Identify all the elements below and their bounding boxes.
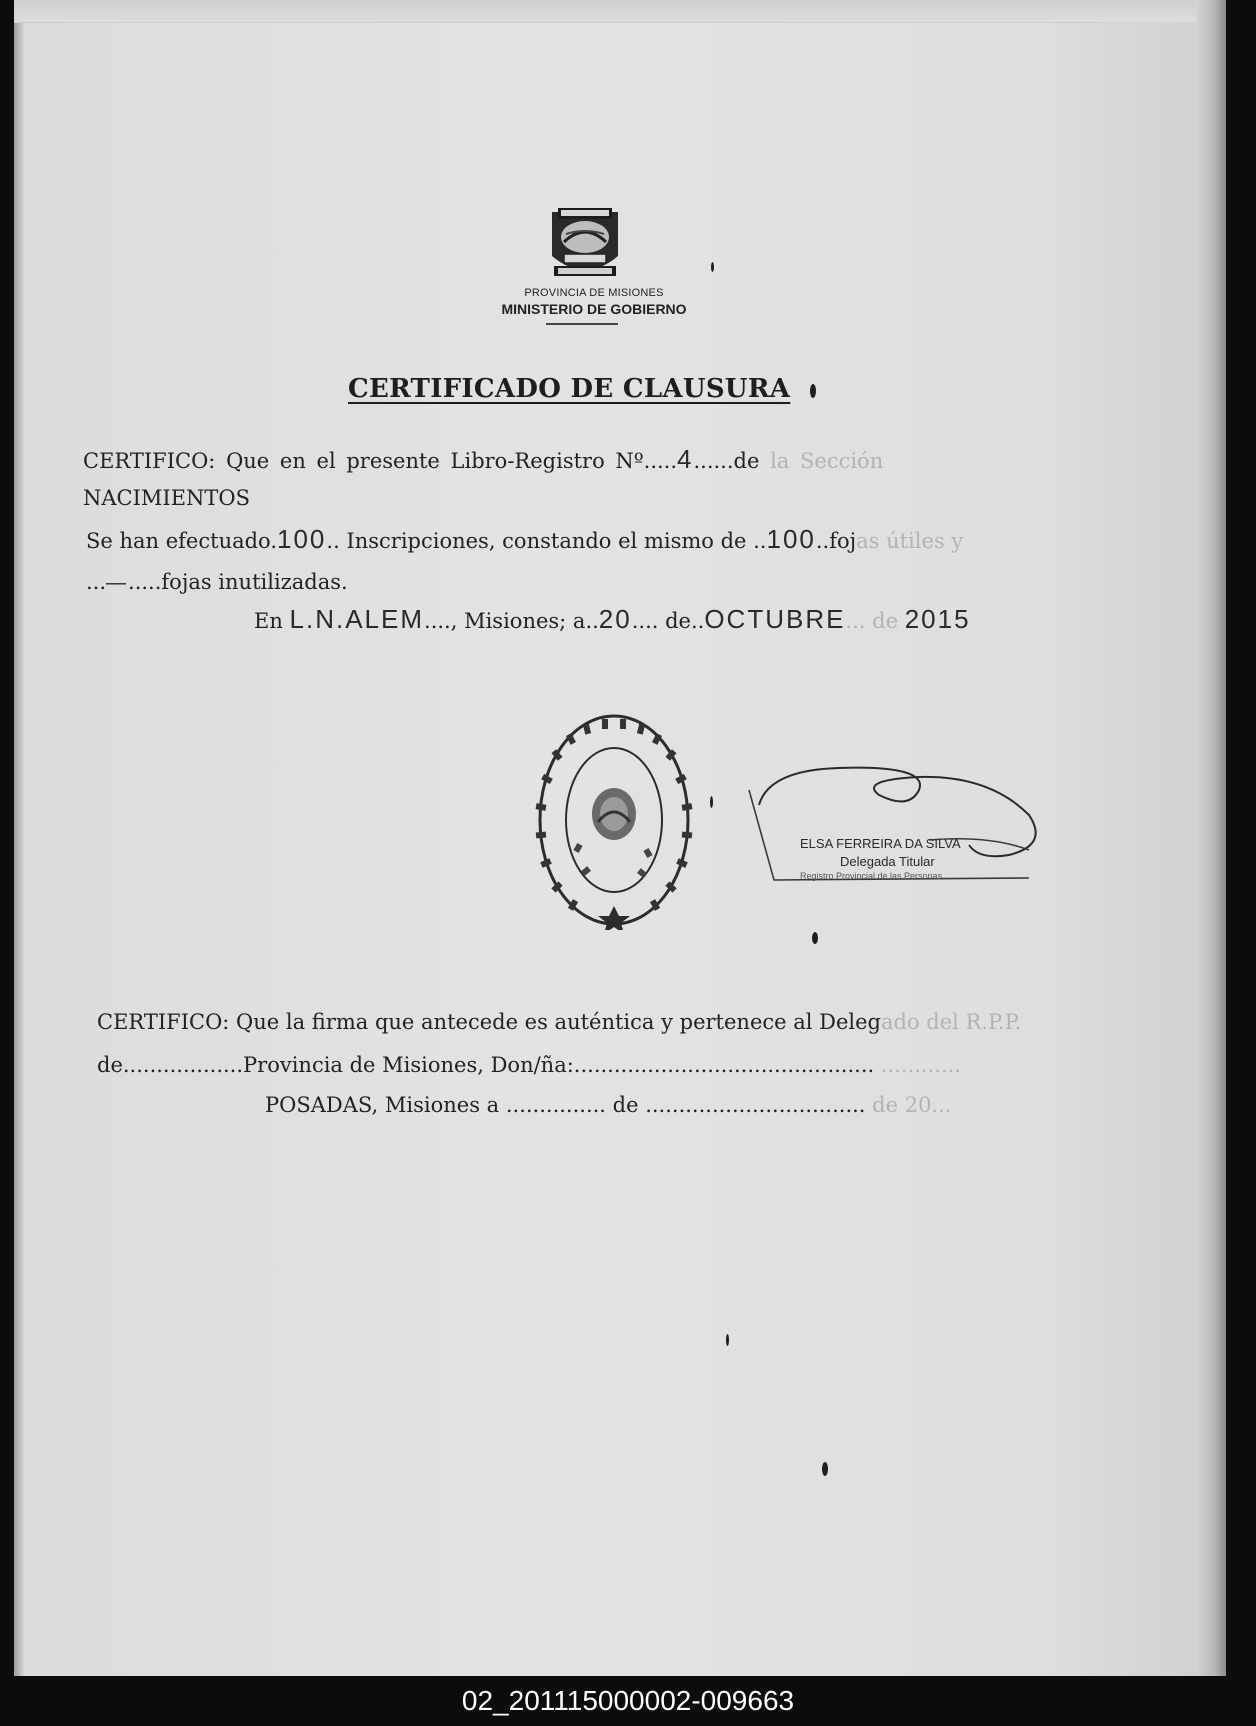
libro-registro-text: Que en el presente Libro-Registro Nº. <box>226 449 651 473</box>
province-header: PROVINCIA DE MISIONES <box>524 287 664 299</box>
fojas-count-handwritten: 100 <box>766 524 816 554</box>
year-handwritten: 2015 <box>904 604 971 634</box>
signer-org: Registro Provincial de las Personas <box>800 871 943 881</box>
auth-faded: ado del R.P.P. <box>881 1010 1022 1034</box>
libro-number-handwritten: 4 <box>677 444 694 474</box>
auth-line2-faded: ............ <box>874 1053 961 1077</box>
efectuado-prefix: Se han efectuado. <box>86 529 277 553</box>
place-date-line <box>254 604 971 635</box>
page-left-edge <box>14 0 24 1676</box>
signer-name: ELSA FERREIRA DA SILVA <box>800 836 961 851</box>
inscriptions-count-handwritten: 100 <box>277 524 327 554</box>
day-handwritten: 20 <box>598 604 632 634</box>
fojas-suffix: ..foj <box>815 529 857 553</box>
document-page <box>14 0 1226 1676</box>
ministry-header: MINISTERIO DE GOBIERNO <box>501 301 687 317</box>
handwritten-signature <box>729 765 1074 905</box>
certifico-label: CERTIFICO: <box>83 449 216 473</box>
ink-speck <box>711 262 714 272</box>
ink-speck <box>726 1334 729 1346</box>
signer-role: Delegada Titular <box>840 854 935 869</box>
auth-line3-text: POSADAS, Misiones a ............... de ................................. <box>265 1093 866 1117</box>
en-prefix: En <box>254 609 290 633</box>
inutilizadas-suffix: .....fojas inutilizadas. <box>128 570 348 594</box>
header-rule <box>546 323 618 325</box>
de-middle: .... de.. <box>631 609 705 633</box>
certifico-line-1 <box>83 444 883 475</box>
auth-line3-faded: de 20... <box>865 1093 952 1117</box>
place-handwritten: L.N.ALEM <box>289 604 425 634</box>
month-handwritten: OCTUBRE <box>704 604 846 634</box>
ink-speck <box>710 796 713 808</box>
ink-speck <box>822 1462 828 1476</box>
fojas-inutilizadas-line <box>86 570 348 595</box>
ink-speck <box>810 384 816 398</box>
ink-speck <box>812 932 818 944</box>
authentication-line-3 <box>265 1093 951 1117</box>
auth-text: Que la firma que antecede es auténtica y pertenece al Deleg <box>229 1010 882 1034</box>
de-faded: ... de <box>845 609 905 633</box>
inutilizadas-dash-handwritten: — <box>106 572 129 594</box>
registry-seal-stamp <box>534 710 694 930</box>
document-code: 02_201115000002-009663 <box>461 1685 795 1716</box>
certificate-title: CERTIFICADO DE CLAUSURA <box>348 374 791 404</box>
page-right-edge <box>1196 0 1226 1676</box>
inscripciones-line <box>86 524 963 555</box>
page-top-strip <box>14 0 1226 23</box>
inscripciones-middle: .. Inscripciones, constando el mismo de .. <box>326 529 767 553</box>
number-prefix: .... <box>650 449 678 473</box>
auth-certifico-label: CERTIFICO: <box>97 1010 230 1034</box>
nacimientos-line: NACIMIENTOS <box>83 486 251 510</box>
utiles-faded: as útiles y <box>856 529 964 553</box>
authentication-line-2 <box>97 1053 961 1077</box>
seccion-faded: la Sección <box>759 449 884 473</box>
number-suffix: ......de <box>693 449 760 473</box>
misiones-a: ...., Misiones; a.. <box>424 609 599 633</box>
authentication-line-1 <box>97 1010 1021 1034</box>
auth-line2-text: de..................Provincia de Misiones, Don/ña:............................................. <box>97 1053 875 1077</box>
provincia-misiones-crest-icon <box>544 204 626 282</box>
inutilizadas-prefix: ... <box>86 570 107 594</box>
